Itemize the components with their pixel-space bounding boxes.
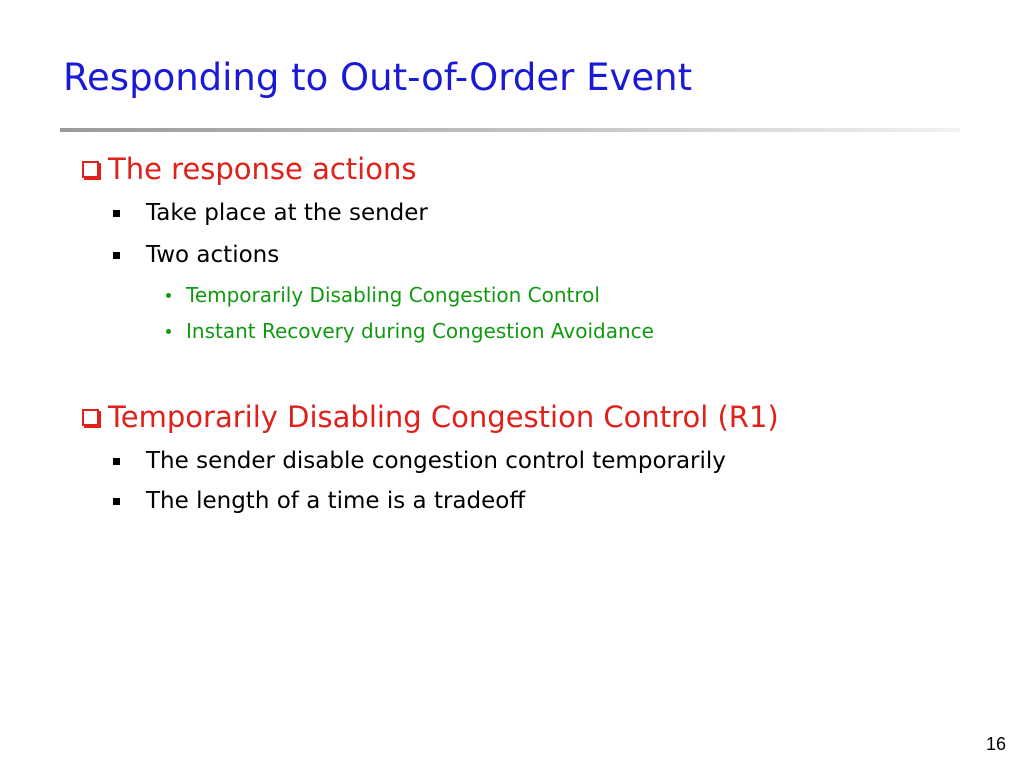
bullet-item xyxy=(113,200,428,226)
page-number: 16 xyxy=(985,734,1006,754)
section-heading-2 xyxy=(82,400,779,434)
square-bullet-icon xyxy=(113,252,120,259)
bullet-item-text: The sender disable congestion control temporarily xyxy=(146,448,726,474)
dot-bullet-icon xyxy=(166,329,171,334)
hollow-square-bullet-icon xyxy=(82,161,99,178)
square-bullet-icon xyxy=(113,458,120,465)
square-bullet-icon xyxy=(113,210,120,217)
hollow-square-bullet-icon xyxy=(82,409,99,426)
bullet-item-text: Two actions xyxy=(146,242,280,268)
sub-bullet-item xyxy=(166,319,654,343)
bullet-item-text: Take place at the sender xyxy=(146,200,428,226)
section-heading-1 xyxy=(82,152,416,186)
bullet-item xyxy=(113,488,525,514)
bullet-item-text: The length of a time is a tradeoff xyxy=(146,488,526,514)
sub-bullet-text: Temporarily Disabling Congestion Control xyxy=(186,283,600,307)
section-heading-text: Temporarily Disabling Congestion Control (R1) xyxy=(108,400,779,434)
square-bullet-icon xyxy=(113,498,120,505)
bullet-item xyxy=(113,448,726,474)
slide-title: Responding to Out-of-Order Event xyxy=(63,56,693,99)
title-divider xyxy=(60,128,960,132)
sub-bullet-text: Instant Recovery during Congestion Avoidance xyxy=(186,319,654,343)
dot-bullet-icon xyxy=(166,293,171,298)
sub-bullet-item xyxy=(166,283,600,307)
section-heading-text: The response actions xyxy=(108,152,417,186)
bullet-item xyxy=(113,242,279,268)
